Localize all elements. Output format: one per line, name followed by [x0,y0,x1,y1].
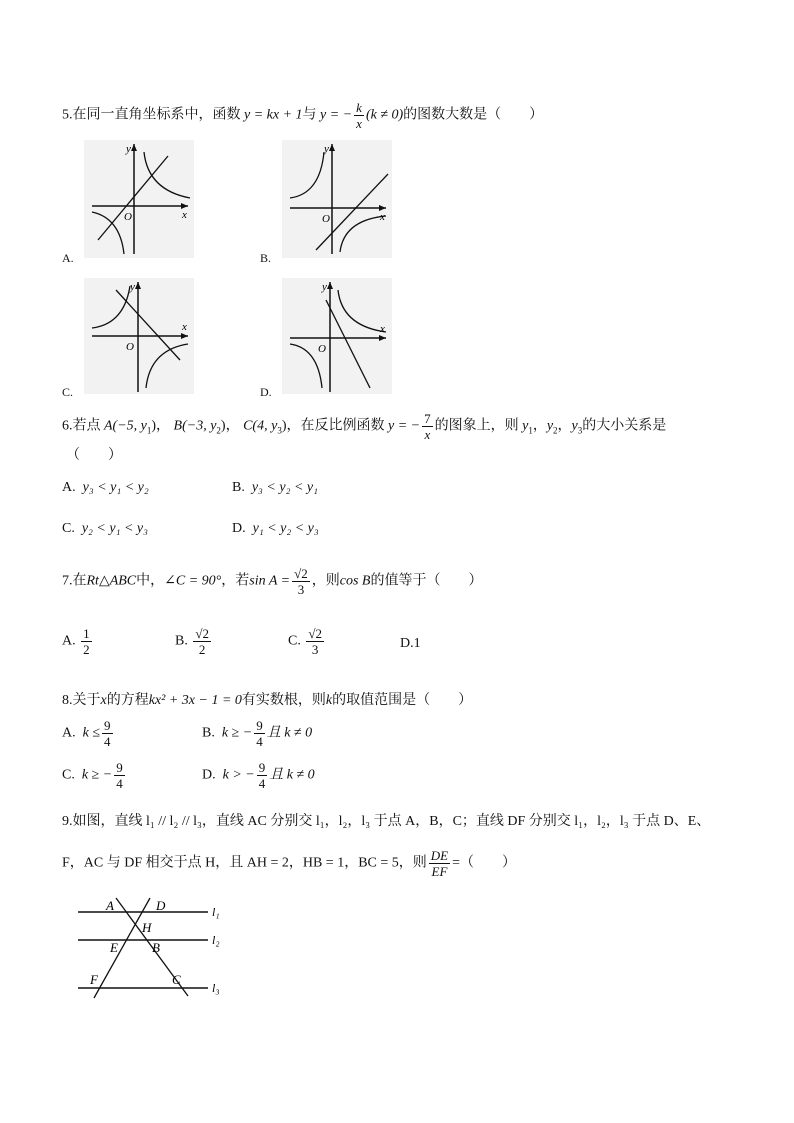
q6-option-a[interactable]: A. y₃ < y₁ < y₂ [62,480,149,495]
q9-stem-line1: 9.如图，直线 l₁ // l₂ // l₃，直线 AC 分别交 l₁，l₂，l₃ 于点 A，B，C；直线 DF 分别交 l₁，l₂，l₃ 于点 D、E、 [62,814,711,829]
x-axis-label: x [182,209,187,221]
line-l3-label: l₃ [212,981,220,995]
q5-fraction: $\frac{k}{x}$ [356,100,362,131]
q7-option-d[interactable]: D.1 [400,636,421,651]
q5-option-d[interactable]: D. [260,385,272,399]
q7-option-c[interactable]: C. $\frac{√2}{3}$ [288,626,322,657]
origin-label: O [322,213,330,225]
q7-option-b[interactable]: B. $\frac{√2}{2}$ [175,626,209,657]
q9-stem-line2: F，AC 与 DF 相交于点 H，且 AH = 2，HB = 1，BC = 5，则 $\frac{DE}{EF}$ =（ ） [62,848,517,879]
q6-stem: 6.若点 A(−5, $y_1$)， B(−3, $y_2$)， C(4, $y_3$)，在反比例函数 y = − $\frac{7}{x}$ 的图象上，则 $y_1$，$y_2$，$y_3$的大小关系是 [62,411,667,442]
y-axis-label: y [130,281,135,293]
q8-option-b[interactable]: B. k ≥ − $\frac{9}{4}$ 且 k ≠ 0 [202,718,313,749]
q7-stem: 7.在Rt△ABC中，∠C = 90°，若sin A = $\frac{√2}{3}$ ，则cos B的值等于（ ） [62,566,483,597]
origin-label: O [126,341,134,353]
q8-option-c[interactable]: C. k ≥ − $\frac{9}{4}$ [62,760,123,791]
y-axis-label: y [126,143,131,155]
point-f-label: F [90,972,98,987]
q5-option-c[interactable]: C. [62,385,74,399]
q6-option-d[interactable]: D. y₁ < y₂ < y₃ [232,521,319,536]
q5-stem: 5.在同一直角坐标系中，函数 y = kx + 1与 y = − $\frac{k}{x}$ (k ≠ 0)的图数大数是（ ） [62,100,544,131]
q6-answer-paren: （ ） [66,448,122,463]
q9-fraction: $\frac{DE}{EF}$ [430,848,449,879]
q8-option-d[interactable]: D. k > − $\frac{9}{4}$ 且 k ≠ 0 [202,760,315,791]
q9-figure [66,884,236,1004]
q8-option-a[interactable]: A. k ≤ $\frac{9}{4}$ [62,718,111,749]
q7-fraction: $\frac{√2}{3}$ [294,566,308,597]
q8-stem: 8.关于x的方程kx² + 3x − 1 = 0有实数根，则k的取值范围是（ ） [62,693,473,708]
q7-option-a[interactable]: A. $\frac{1}{2}$ [62,626,90,657]
y-axis-label: y [324,143,329,155]
q5-graph-c [84,278,194,394]
q6-fraction: $\frac{7}{x}$ [424,411,431,442]
point-b-label: B [152,940,160,955]
point-c-label: C [172,972,181,987]
point-d-label: D [156,898,166,913]
line-l1-label: l₁ [212,905,220,919]
x-axis-label: x [182,321,187,333]
q6-option-b[interactable]: B. y₃ < y₂ < y₁ [232,480,318,495]
point-a-label: A [106,898,114,913]
x-axis-label: x [380,211,385,223]
point-e-label: E [110,940,118,955]
q5-graph-d [282,278,392,394]
point-h-label: H [142,920,152,935]
q5-option-b[interactable]: B. [260,251,272,265]
line-l2-label: l₂ [212,933,220,947]
q5-graph-b [282,140,392,258]
origin-label: O [124,211,132,223]
q5-graph-a [84,140,194,258]
y-axis-label: y [322,281,327,293]
q5-option-a[interactable]: A. [62,251,74,265]
x-axis-label: x [380,323,385,335]
q6-option-c[interactable]: C. y₂ < y₁ < y₃ [62,521,148,536]
origin-label: O [318,343,326,355]
